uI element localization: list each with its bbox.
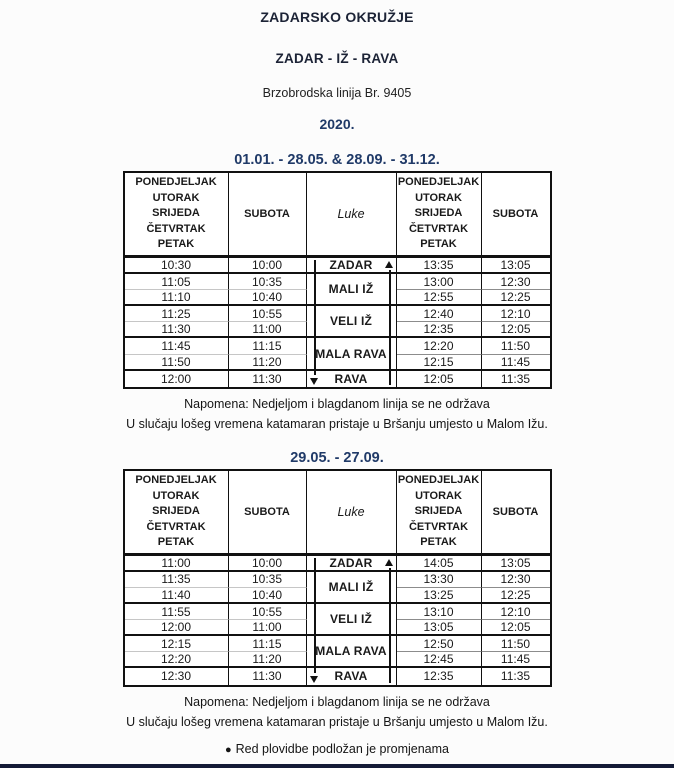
weekday-label: SRIJEDA [414, 505, 463, 517]
time-cell: 11:45 [482, 652, 550, 668]
time-cell: 13:05 [397, 620, 482, 636]
route-up-arrow-icon [385, 559, 393, 566]
time-cell: 12:35 [397, 668, 482, 684]
weekday-label: PONEDJELJAK [135, 176, 217, 189]
time-cell: 12:20 [397, 338, 482, 354]
port-cell: MALI IŽ [307, 572, 397, 604]
port-cell: MALA RAVA [307, 636, 397, 668]
time-cell: 11:45 [482, 355, 550, 371]
time-cell: 10:55 [229, 306, 307, 322]
time-cell: 12:05 [482, 322, 550, 338]
port-cell: MALI IŽ [307, 274, 397, 306]
time-cell: 11:15 [229, 636, 307, 652]
port-cell: VELI IŽ [307, 306, 397, 338]
time-cell: 11:25 [125, 306, 229, 322]
route-down-arrow-icon [310, 676, 318, 683]
weekday-label: SRIJEDA [152, 207, 200, 220]
ports-header: Luke [307, 471, 397, 553]
time-cell: 12:00 [125, 371, 229, 387]
timetable-summer [123, 469, 552, 687]
note-line: Napomena: Nedjeljom i blagdanom linija se ne održava [184, 694, 490, 709]
weekday-label: PONEDJELJAK [135, 474, 217, 486]
time-cell: 12:30 [482, 274, 550, 290]
time-cell: 10:35 [229, 572, 307, 588]
time-cell: 11:10 [125, 290, 229, 306]
time-cell: 11:00 [229, 322, 307, 338]
time-cell: 10:30 [125, 258, 229, 274]
time-cell: 11:30 [125, 322, 229, 338]
period-heading: 01.01. - 28.05. & 28.09. - 31.12. [234, 152, 440, 168]
time-cell: 12:30 [482, 572, 550, 588]
period-heading: 29.05. - 27.09. [290, 449, 384, 466]
time-cell: 12:25 [482, 290, 550, 306]
note-line: Napomena: Nedjeljom i blagdanom linija se ne održava [184, 396, 490, 411]
timetable-section-summer [0, 450, 674, 733]
footer-note-text: Red plovidbe podložan je promjenama [235, 741, 449, 756]
time-cell: 11:35 [500, 669, 531, 684]
time-cell: 11:30 [229, 371, 307, 387]
weekday-label: SRIJEDA [152, 505, 200, 517]
time-cell: 11:45 [125, 338, 229, 354]
time-cell: 10:55 [229, 604, 307, 620]
time-cell: 10:00 [229, 556, 307, 572]
weekday-label: PETAK [420, 536, 457, 548]
time-cell: 12:30 [125, 668, 229, 684]
weekday-label: PETAK [420, 238, 457, 251]
weekday-label: UTORAK [152, 489, 200, 502]
bottom-bar [0, 764, 674, 768]
timetable-winter [123, 171, 552, 389]
time-cell: 14:05 [397, 556, 482, 572]
port-cell: RAVA [307, 371, 397, 387]
weekday-label: ČETVRTAK [408, 520, 469, 533]
weekday-label: UTORAK [152, 191, 200, 204]
time-cell: 12:25 [482, 588, 550, 604]
timetable-header [125, 471, 550, 556]
region-title: ZADARSKO OKRUŽJE [260, 9, 414, 25]
time-cell: 12:55 [397, 290, 482, 306]
weekday-label: ČETVRTAK [408, 222, 469, 235]
timetable-header [125, 173, 550, 258]
saturday-header: SUBOTA [492, 208, 539, 220]
note-line: U slučaju lošeg vremena katamaran pristaje u Bršanju umjesto u Malom Ižu. [126, 715, 548, 729]
bullet-icon: ● [225, 743, 232, 756]
time-cell: 13:05 [482, 258, 550, 274]
port-cell: MALA RAVA [307, 338, 397, 370]
time-cell: 13:35 [397, 258, 482, 274]
weekday-header [397, 173, 482, 255]
time-cell: 11:40 [125, 588, 229, 604]
line-info: Brzobrodska linija Br. 9405 [262, 86, 412, 100]
time-cell: 13:05 [482, 556, 550, 572]
time-cell: 12:20 [125, 652, 229, 668]
weekday-label: PETAK [157, 238, 195, 251]
weekday-label: PONEDJELJAK [397, 474, 480, 486]
time-cell: 11:15 [229, 338, 307, 354]
footer-note [0, 742, 674, 756]
route-title: ZADAR - IŽ - RAVA [275, 51, 399, 66]
timetable-section-winter [0, 152, 674, 435]
weekday-header [397, 471, 482, 553]
time-cell: 13:25 [397, 588, 482, 604]
timetable-body [125, 556, 550, 685]
time-cell: 11:35 [125, 572, 229, 588]
route-outbound-line [314, 558, 316, 673]
time-cell: 12:15 [125, 636, 229, 652]
notes-block [0, 692, 674, 733]
weekday-label: UTORAK [415, 489, 462, 502]
time-cell: 11:05 [125, 274, 229, 290]
note-line: U slučaju lošeg vremena katamaran pristaje u Bršanju umjesto u Malom Ižu. [126, 417, 548, 432]
time-cell: 11:00 [229, 620, 307, 636]
weekday-label: SRIJEDA [414, 207, 463, 220]
weekday-label: UTORAK [415, 191, 462, 204]
time-cell: 12:05 [397, 371, 482, 387]
time-cell: 11:20 [229, 355, 307, 371]
saturday-header: SUBOTA [229, 173, 307, 255]
time-cell: 12:10 [482, 306, 550, 322]
time-cell: 11:50 [125, 355, 229, 371]
time-cell: 12:00 [125, 620, 229, 636]
time-cell: 12:50 [397, 636, 482, 652]
ports-header: Luke [307, 173, 397, 255]
time-cell: 12:35 [397, 322, 482, 338]
time-cell: 13:00 [397, 274, 482, 290]
notes-block [0, 394, 674, 435]
weekday-header [125, 173, 229, 255]
time-cell: 11:50 [482, 338, 550, 354]
weekday-label: ČETVRTAK [146, 222, 206, 235]
time-cell: 10:40 [229, 290, 307, 306]
time-cell: 12:10 [482, 604, 550, 620]
time-cell: 12:15 [397, 355, 482, 371]
year-heading: 2020. [319, 116, 355, 132]
route-return-line [389, 270, 391, 385]
time-cell: 11:30 [229, 668, 307, 684]
weekday-label: PETAK [157, 536, 195, 548]
route-return-line [389, 568, 391, 683]
route-outbound-line [314, 260, 316, 375]
time-cell: 10:35 [229, 274, 307, 290]
port-cell: ZADAR [307, 556, 397, 572]
weekday-header [125, 471, 229, 553]
time-cell: 13:30 [397, 572, 482, 588]
time-cell: 12:40 [397, 306, 482, 322]
route-down-arrow-icon [310, 378, 318, 385]
weekday-label: PONEDJELJAK [397, 176, 480, 189]
time-cell: 12:45 [397, 652, 482, 668]
weekday-label: ČETVRTAK [146, 520, 206, 533]
time-cell: 11:20 [229, 652, 307, 668]
saturday-header: SUBOTA [492, 505, 539, 518]
time-cell: 13:10 [397, 604, 482, 620]
time-cell: 11:50 [482, 636, 550, 652]
time-cell: 11:35 [500, 371, 531, 386]
time-cell: 10:40 [229, 588, 307, 604]
time-cell: 11:55 [125, 604, 229, 620]
timetable-body [125, 258, 550, 387]
route-up-arrow-icon [385, 261, 393, 268]
saturday-header: SUBOTA [229, 471, 307, 553]
port-cell: RAVA [307, 668, 397, 684]
port-cell: VELI IŽ [307, 604, 397, 636]
time-cell: 10:00 [229, 258, 307, 274]
time-cell: 11:00 [125, 556, 229, 572]
port-cell: ZADAR [307, 258, 397, 274]
time-cell: 12:05 [482, 620, 550, 636]
